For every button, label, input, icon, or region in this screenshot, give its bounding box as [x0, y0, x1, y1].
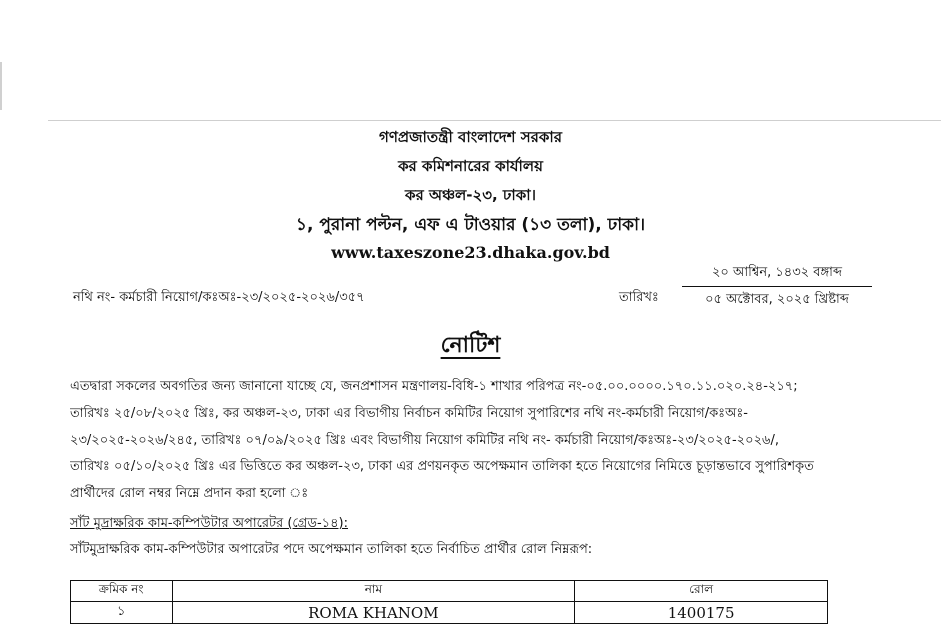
zone-name: কর অঞ্চল-২৩, ঢাকা।	[405, 186, 536, 204]
header-serial: ক্রমিক নং	[71, 581, 173, 602]
date-gregorian: ০৫ অক্টোবর, ২০২৫ খ্রিষ্টাব্দ	[705, 292, 849, 307]
date-divider	[682, 286, 872, 287]
notice-line-3: ২৩/২০২৫-২০২৬/২৪৫, তারিখঃ ০৭/০৯/২০২৫ খ্রিঃ এবং বিভাগীয় নিয়োগ কমিটির নথি নং- কর্মচারী নিয়োগ/কঃঅঃ-২৩/২০২৫-২০২৬/,	[70, 433, 780, 448]
date-label: তারিখঃ	[619, 290, 659, 305]
notice-title: নোটিশ	[440, 333, 501, 358]
result-table	[70, 580, 828, 624]
notice-line-5: প্রার্থীদের রোল নম্বর নিম্নে প্রদান করা হলো ঃ	[70, 486, 309, 501]
office-address: ১, পুরানা পল্টন, এফ এ টাওয়ার (১৩ তলা), ঢাকা।	[295, 215, 646, 235]
notice-line-4: তারিখঃ ০৫/১০/২০২৫ খ্রিঃ এর ভিত্তিতে কর অঞ্চল-২৩, ঢাকা এর প্রণয়নকৃত অপেক্ষমান তালিকা হতে নিয়োগের নিমিত্তে চূড়ান্তভাবে সুপারিশকৃত	[70, 459, 814, 474]
notice-line-2: তারিখঃ ২৫/০৮/২০২৫ খ্রিঃ, কর অঞ্চল-২৩, ঢাকা এর বিভাগীয় নির্বাচন কমিটির নিয়োগ সুপারিশের নথি নং-কর্মচারী নিয়োগ/কঃঅঃ-	[70, 406, 748, 421]
section-title: সাঁট মুদ্রাক্ষরিক কাম-কম্পিউটার অপারেটর (গ্রেড-১৪):	[70, 516, 349, 531]
header-roll: রোল	[575, 581, 828, 602]
date-bangla: ২০ আশ্বিন, ১৪৩২ বঙ্গাব্দ	[711, 265, 843, 280]
cell-serial: ১	[71, 602, 173, 624]
table-row	[71, 602, 828, 624]
website-link[interactable]: www.taxeszone23.dhaka.gov.bd	[331, 243, 610, 262]
cell-roll: 1400175	[575, 602, 828, 624]
memo-number: নথি নং- কর্মচারী নিয়োগ/কঃঅঃ-২৩/২০২৫-২০২৬/৩৫৭	[73, 290, 365, 305]
scan-edge-mark	[0, 62, 2, 110]
notice-heading	[0, 328, 941, 365]
section-description: সাঁটমুদ্রাক্ষরিক কাম-কম্পিউটার অপারেটর পদে অপেক্ষমান তালিকা হতে নির্বাচিত প্রার্থীর রোল নিম্নরূপ:	[70, 542, 593, 557]
cell-name: ROMA KHANOM	[172, 602, 575, 624]
office-name: কর কমিশনারের কার্যালয়	[398, 157, 543, 175]
notice-line-1: এতদ্বারা সকলের অবগতির জন্য জানানো যাচ্ছে যে, জনপ্রশাসন মন্ত্রণালয়-বিধি-১ শাখার পরিপত্র নং-০৫.০০.০০০০.১৭০.১১.০২০.২৪-২১৭;	[70, 379, 798, 394]
page-top-border	[48, 120, 941, 121]
header-name: নাম	[172, 581, 575, 602]
table-header-row	[71, 581, 828, 602]
government-name: গণপ্রজাতন্ত্রী বাংলাদেশ সরকার	[379, 128, 562, 146]
